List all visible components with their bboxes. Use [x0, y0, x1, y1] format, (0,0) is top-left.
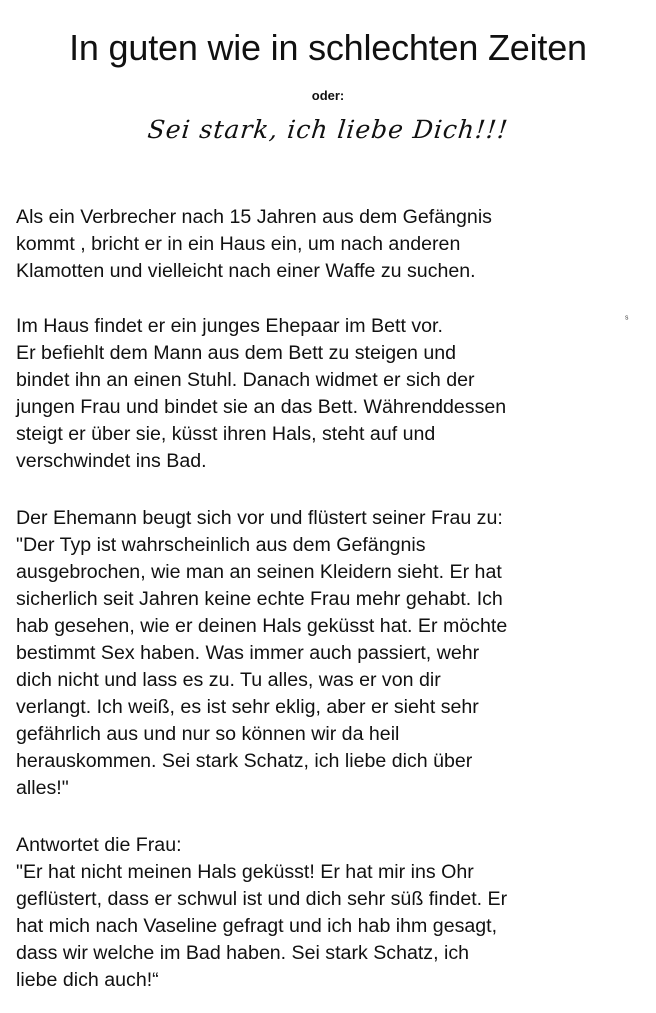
- paragraph-husband: [16, 505, 646, 802]
- paragraph-house: [16, 313, 646, 475]
- text-line: "Der Typ ist wahrscheinlich aus dem Gefängnis: [16, 534, 426, 556]
- text-line: hat mich nach Vaseline gefragt und ich hab ihm gesagt,: [16, 915, 498, 937]
- text-line: bestimmt Sex haben. Was immer auch passiert, wehr: [16, 642, 480, 664]
- paragraph-wife: [16, 832, 646, 994]
- text-line: verschwindet ins Bad.: [16, 450, 207, 472]
- text-line: Klamotten und vielleicht nach einer Waffe zu suchen.: [16, 260, 476, 282]
- text-line: jungen Frau und bindet sie an das Bett. Währenddessen: [16, 396, 507, 418]
- text-line: steigt er über sie, küsst ihren Hals, steht auf und: [16, 423, 436, 445]
- scan-speck-mark: ˢ: [625, 314, 629, 325]
- text-line: bindet ihn an einen Stuhl. Danach widmet er sich der: [16, 369, 475, 391]
- text-line: liebe dich auch!“: [16, 969, 159, 991]
- text-line: dich nicht und lass es zu. Tu alles, was er von dir: [16, 669, 441, 691]
- paragraph-intro: [16, 204, 646, 285]
- text-line: Als ein Verbrecher nach 15 Jahren aus dem Gefängnis: [16, 206, 492, 228]
- text-line: herauskommen. Sei stark Schatz, ich liebe dich über: [16, 750, 473, 772]
- document-title: In guten wie in schlechten Zeiten: [69, 27, 587, 68]
- title-connector: oder:: [311, 88, 345, 103]
- text-line: ausgebrochen, wie man an seinen Kleidern sieht. Er hat: [16, 561, 502, 583]
- text-line: sicherlich seit Jahren keine echte Frau mehr gehabt. Ich: [16, 588, 503, 610]
- text-line: dass wir welche im Bad haben. Sei stark Schatz, ich: [16, 942, 470, 964]
- text-line: Antwortet die Frau:: [16, 834, 182, 856]
- text-line: Er befiehlt dem Mann aus dem Bett zu steigen und: [16, 342, 457, 364]
- text-line: gefährlich aus und nur so können wir da heil: [16, 723, 400, 745]
- text-line: Der Ehemann beugt sich vor und flüstert seiner Frau zu:: [16, 507, 503, 529]
- text-line: verlangt. Ich weiß, es ist sehr eklig, aber er sieht sehr: [16, 696, 479, 718]
- text-line: hab gesehen, wie er deinen Hals geküsst hat. Er möchte: [16, 615, 508, 637]
- handwritten-subtitle: Sei stark, ich liebe Dich!!!: [146, 115, 510, 144]
- text-line: kommt , bricht er in ein Haus ein, um nach anderen: [16, 233, 461, 255]
- text-line: alles!": [16, 777, 69, 799]
- text-line: Im Haus findet er ein junges Ehepaar im Bett vor.: [16, 315, 443, 337]
- text-line: "Er hat nicht meinen Hals geküsst! Er hat mir ins Ohr: [16, 861, 474, 883]
- text-line: geflüstert, dass er schwul ist und dich sehr süß findet. Er: [16, 888, 508, 910]
